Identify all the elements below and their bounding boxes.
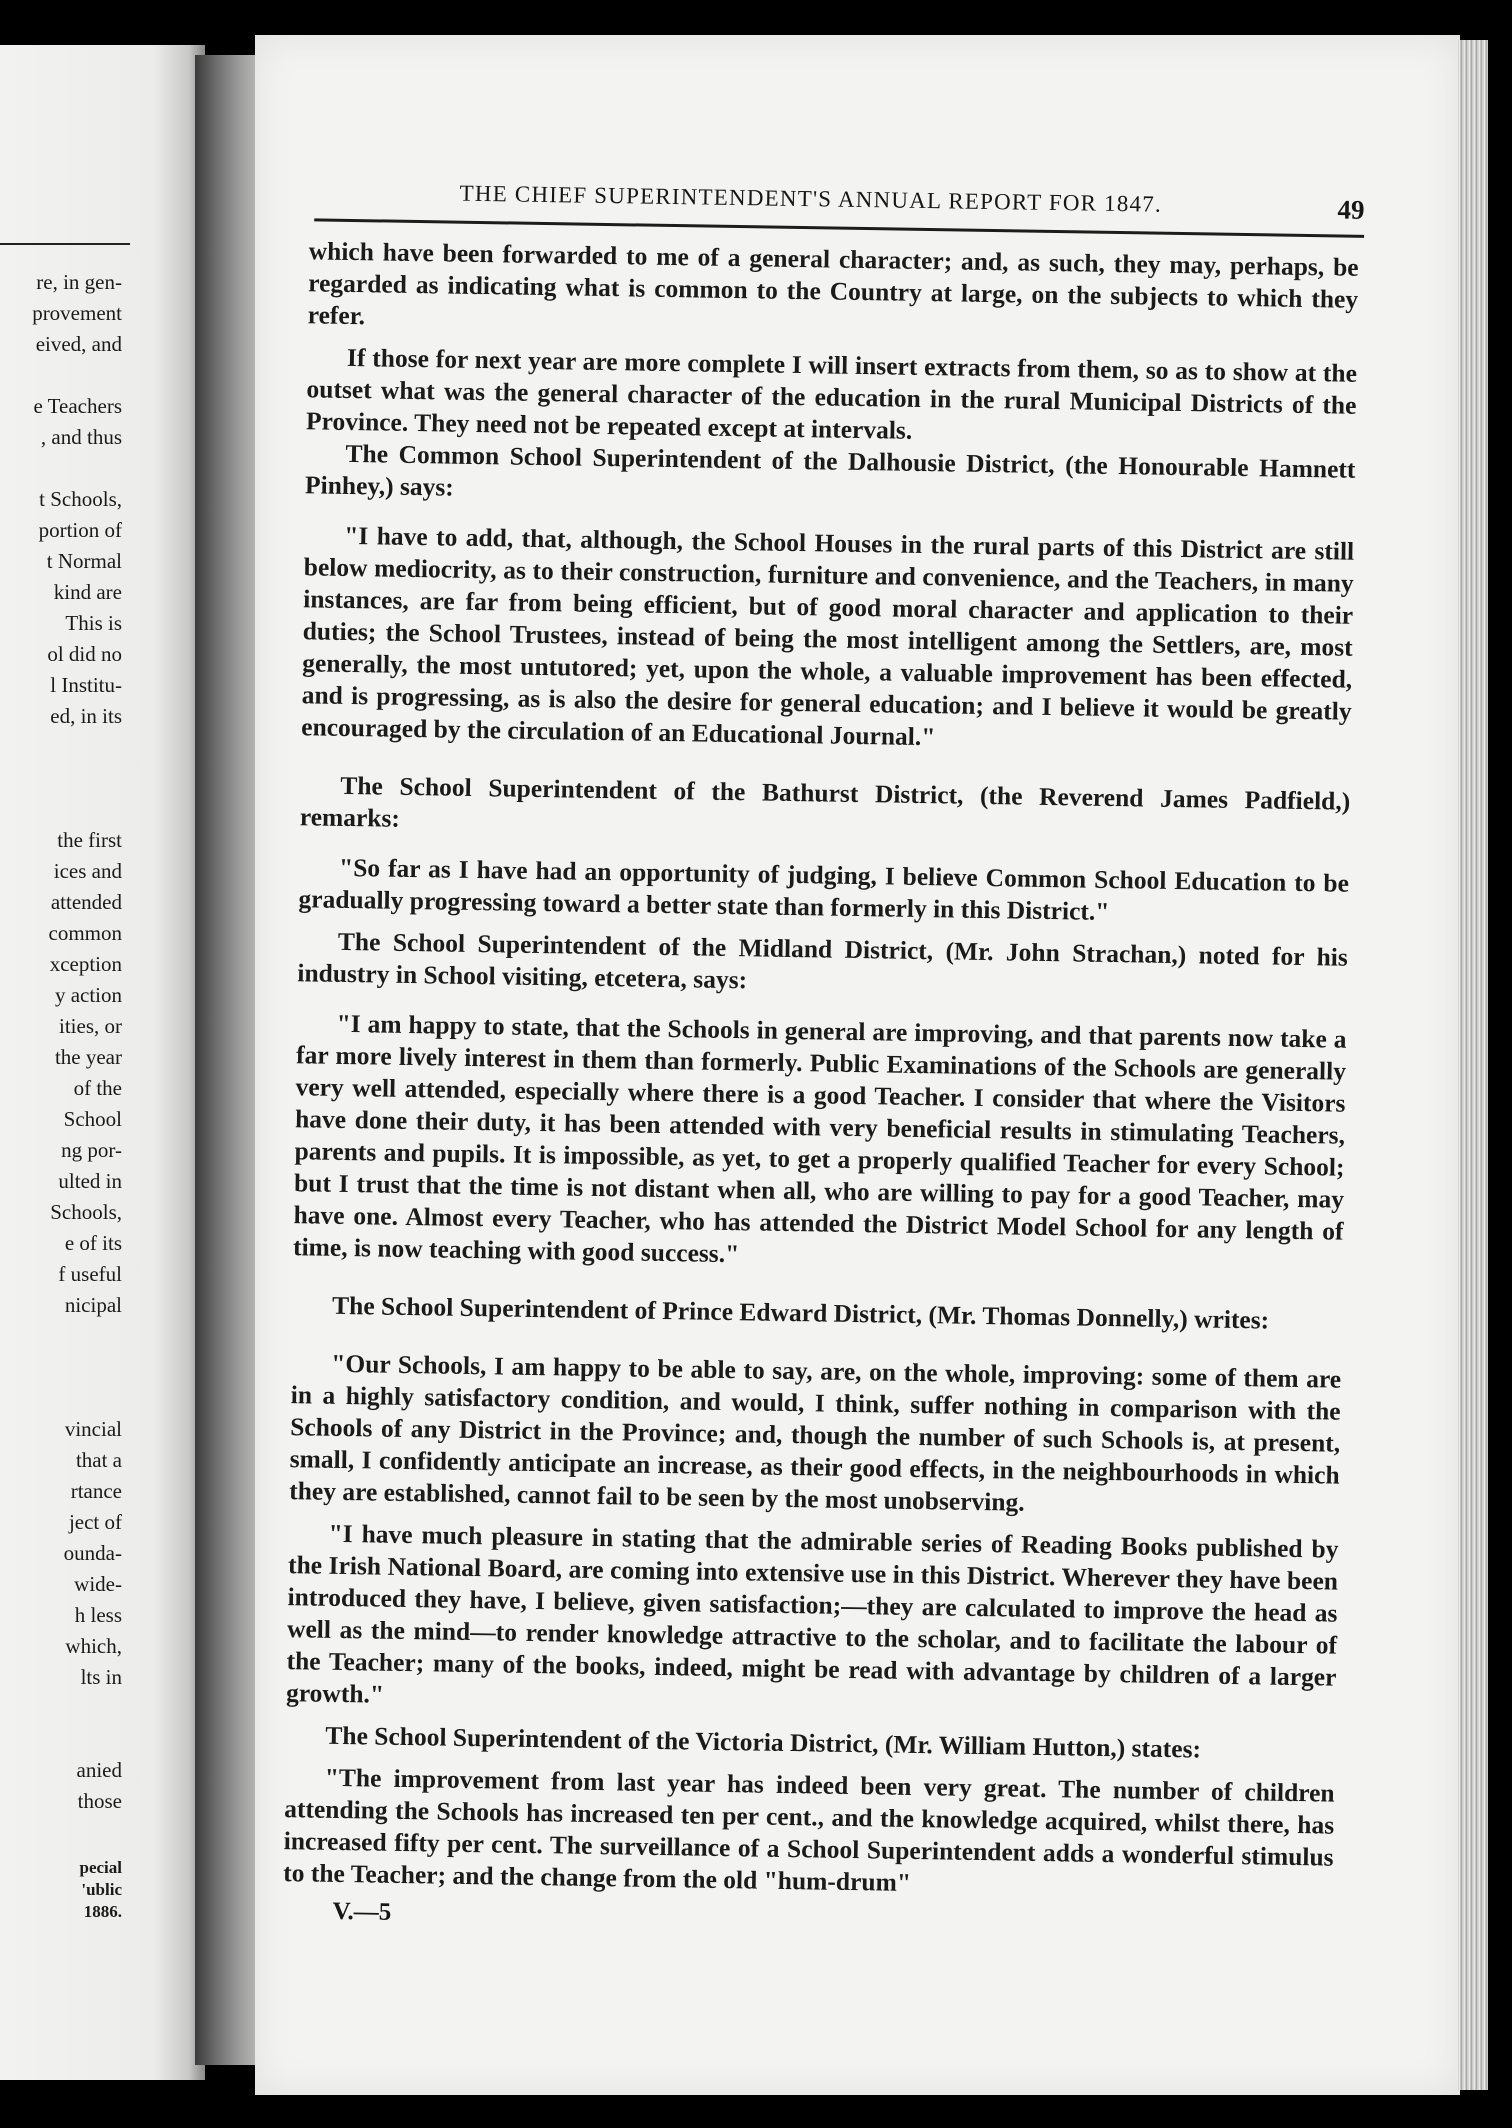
- left-page-line: School: [63, 1107, 122, 1131]
- quotation: "I am happy to state, that the Schools in general are improving, and that parents now take a far more lively interest in them than formerly. Public Examinations of the Schools are generally very well attended, especially where there is a good Teacher. I consider that where the Visitors have done their duty, it has been attended with very beneficial results in stimulating Teachers, parents and pupils. It is impossible, as yet, to get a properly qualified Teacher for every School; but I trust that the time is not distant when all, who are willing to pay for a good Teacher, may have one. Almost every Teacher, who has attended the District Model School for any length of time, is now teaching with good success.": [292, 1008, 1347, 1269]
- left-page-footnote-line: pecial: [79, 1858, 122, 1877]
- left-page-line: ng por-: [61, 1138, 122, 1162]
- page-content: [262, 170, 1365, 1942]
- left-page-line: ities, or: [59, 1014, 122, 1038]
- left-page-line: provement: [32, 301, 122, 325]
- left-page-line: l Institu-: [50, 673, 122, 697]
- left-page-line: Schools,: [50, 1200, 122, 1224]
- left-page-line: [0, 794, 122, 825]
- left-page-line: [0, 453, 122, 484]
- left-page-line: e Teachers: [33, 394, 122, 418]
- quotation: "I have much pleasure in stating that the admirable series of Reading Books published by the Irish National Board, are coming into extensive use in this District. Wherever they have been introduced they have, I believe, given satisfaction;—they are calculated to improve the head as well as the mind—to render knowledge attractive to the scholar, and to facilitate the labour of the Teacher; many of the books, indeed, might be read with advantage by children of a larger growth.": [285, 1518, 1339, 1709]
- left-page-line: the year: [54, 1045, 122, 1069]
- left-page-line: portion of: [38, 518, 122, 542]
- paragraph: The School Superintendent of the Midland District, (Mr. John Strachan,) noted for his industry in School visiting, etcetera, says:: [297, 926, 1348, 995]
- left-page-line: the first: [57, 828, 122, 852]
- signature-mark: V.—5: [332, 1897, 392, 1926]
- left-page-line: [0, 1383, 122, 1414]
- page-number: 49: [1337, 194, 1365, 225]
- left-page-line: ounda-: [63, 1541, 122, 1565]
- left-page-line: [0, 1693, 122, 1724]
- left-page-line: common: [48, 921, 122, 945]
- left-page-line: [0, 360, 122, 391]
- left-page-line: wide-: [74, 1572, 122, 1596]
- paragraph: The School Superintendent of the Bathurst District, (the Reverend James Padfield,) remarks:: [299, 770, 1351, 833]
- quotation: "The improvement from last year has indeed been very great. The number of children attending the Schools has increased ten per cent., and the knowledge acquired, whilst there, has increased fifty per cent. The surveillance of a School Superintendent adds a wonderful stimulus to the Teacher; and the change from the old "hum-drum": [283, 1762, 1335, 1897]
- left-page-line: [0, 1724, 122, 1755]
- left-page-line: ulted in: [58, 1169, 122, 1193]
- quotation: "So far as I have had an opportunity of judging, I believe Common School Education to be gradually progressing toward a better state than formerly in this District.": [298, 852, 1350, 926]
- left-page-line: t Schools,: [39, 487, 122, 511]
- left-page-line: those: [77, 1789, 122, 1813]
- paragraph-continuation: which have been forwarded to me of a general character; and, as such, they may, perhaps, be regarded as indicating what is common to the Country at large, on the subjects to which they refer.: [307, 236, 1359, 331]
- left-page-line: [0, 1352, 122, 1383]
- left-page-line: , and thus: [40, 425, 122, 449]
- left-page: [0, 45, 205, 2080]
- left-page-line: anied: [76, 1758, 122, 1782]
- paragraph: If those for next year are more complete I will insert extracts from them, so as to show at the outset what was the general character of the education in the rural Municipal Districts of the Province. They need not be repeated except at intervals.: [305, 342, 1358, 445]
- left-page-line: xception: [49, 952, 122, 976]
- page-edges: [1458, 40, 1488, 2090]
- left-page-line: h less: [74, 1603, 122, 1627]
- quotation: "Our Schools, I am happy to be able to say, are, on the whole, improving: some of them are in a highly satisfactory condition, and would, I think, suffer nothing in comparison with the Schools of any District in the Province; and, though the number of such Schools is, at present, small, I confidently anticipate an increase, as their good effects, in the neighbourhoods in which they are established, cannot fail to be seen by the most unobserving.: [289, 1348, 1342, 1517]
- left-page-line: t Normal: [46, 549, 122, 573]
- quotation: "I have to add, that, although, the School Houses in the rural parts of this District are still below mediocrity, as to their construction, furniture and convenience, and the Teachers, in many instances, are far from being efficient, but of good moral character and application to their duties; the School Trustees, instead of being the most intelligent among the Settlers, are, most generally, the most untutored; yet, upon the whole, a valuable improvement has been effected, and is progressing, as is also the desire for general education; and I believe it would be greatly encouraged by the circulation of an Educational Journal.": [301, 520, 1355, 752]
- left-page-line: y action: [54, 983, 122, 1007]
- left-page-line: ject of: [68, 1510, 122, 1534]
- left-page-line: re, in gen-: [36, 270, 122, 294]
- left-page-line: f useful: [58, 1262, 122, 1286]
- left-page-line: which,: [65, 1634, 122, 1658]
- left-page-text: [0, 267, 122, 1923]
- left-page-line: This is: [65, 611, 122, 635]
- left-page-line: vincial: [64, 1417, 122, 1441]
- left-page-line: of the: [73, 1076, 122, 1100]
- body-text: [263, 235, 1359, 1906]
- left-page-rule: [0, 243, 130, 245]
- paragraph: The School Superintendent of the Victoria District, (Mr. William Hutton,) states:: [325, 1720, 1202, 1764]
- left-page-line: attended: [50, 890, 122, 914]
- left-page-footnote-line: 'ublic: [81, 1880, 122, 1899]
- left-page-line: that a: [75, 1448, 122, 1472]
- left-page-line: lts in: [80, 1665, 122, 1689]
- left-page-line: ol did no: [47, 642, 122, 666]
- paragraph: The Common School Superintendent of the Dalhousie District, (the Honourable Hamnett Pinhey,) says:: [304, 438, 1356, 502]
- left-page-line: kind are: [53, 580, 122, 604]
- left-page-footnote-line: 1886.: [83, 1902, 122, 1921]
- left-page-line: nicipal: [64, 1293, 122, 1317]
- running-title: THE CHIEF SUPERINTENDENT'S ANNUAL REPORT FOR 1847.: [459, 180, 1163, 217]
- left-page-line: ices and: [53, 859, 122, 883]
- left-page-line: rtance: [70, 1479, 122, 1503]
- left-page-line: e of its: [64, 1231, 122, 1255]
- left-page-line: ed, in its: [50, 704, 122, 728]
- left-page-line: [0, 1321, 122, 1352]
- paragraph: The School Superintendent of Prince Edward District, (Mr. Thomas Donnelly,) writes:: [331, 1290, 1270, 1335]
- left-page-line: eived, and: [35, 332, 122, 356]
- left-page-line: [0, 763, 122, 794]
- left-page-line: [0, 732, 122, 763]
